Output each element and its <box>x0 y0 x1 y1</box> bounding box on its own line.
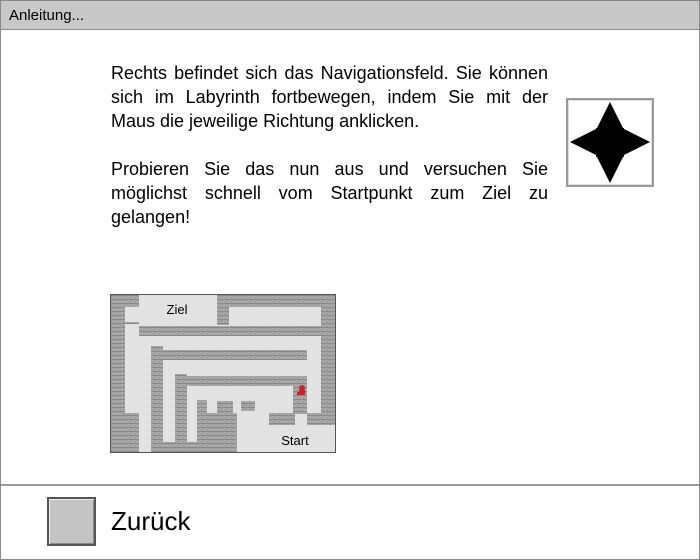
arrow-left-icon[interactable] <box>570 129 596 155</box>
title-bar <box>1 1 699 30</box>
window-title: Anleitung... <box>9 7 85 24</box>
instruction-text <box>111 61 548 229</box>
back-button[interactable] <box>47 497 96 546</box>
maze-preview <box>110 294 336 453</box>
maze-start-label: Start <box>281 433 309 448</box>
navigation-arrows <box>568 100 652 185</box>
instruction-paragraph-1: Rechts befindet sich das Navigationsfeld. Sie können sich im Labyrinth fortbewegen, indem Sie mit der Maus die jeweilige Richtung anklicken. <box>111 63 548 131</box>
footer-divider <box>1 484 699 486</box>
maze-goal-label: Ziel <box>166 302 188 317</box>
arrow-right-icon[interactable] <box>624 129 650 155</box>
navigation-pad <box>566 98 654 187</box>
arrow-down-icon[interactable] <box>597 157 623 183</box>
maze-map <box>111 295 335 452</box>
arrow-center <box>596 128 624 157</box>
back-button-label: Zurück <box>111 506 191 536</box>
arrow-up-icon[interactable] <box>597 102 623 128</box>
maze-walls <box>111 295 335 452</box>
instruction-paragraph-2: Probieren Sie das nun aus und versuchen Sie möglichst schnell vom Startpunkt zum Ziel zu gelangen! <box>111 159 548 227</box>
